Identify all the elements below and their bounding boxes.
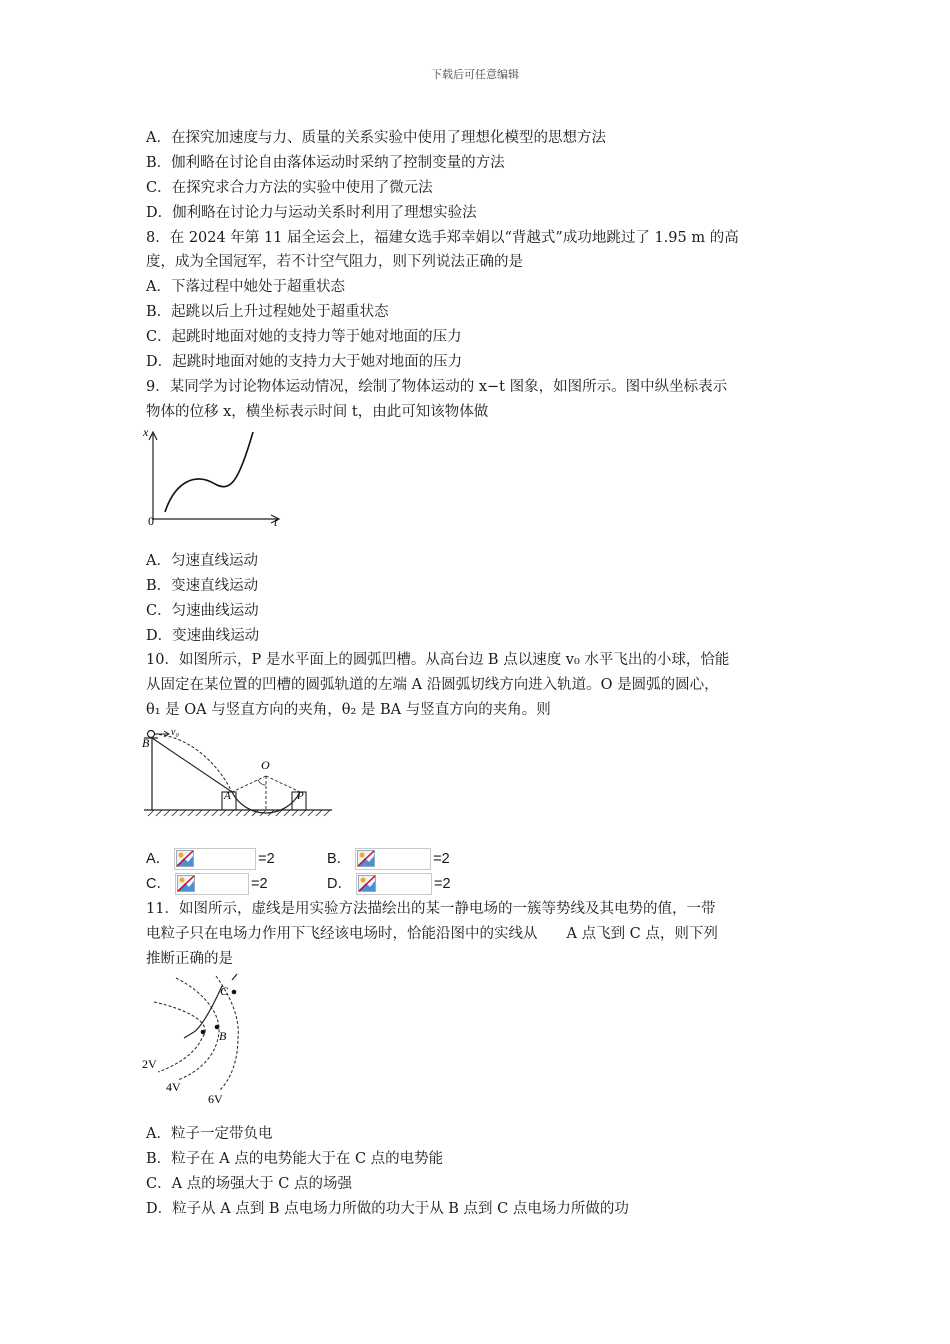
q7-option-a: A．在探究加速度与力、质量的关系实验中使用了理想化模型的思想方法 xyxy=(146,130,606,146)
q10-stem-line1: 10．如图所示，P 是水平面上的圆弧凹槽。从高台边 B 点以速度 v₀ 水平飞出的小球，恰能 xyxy=(146,652,730,668)
q10-label-a: A xyxy=(224,790,231,802)
header-note: 下载后可任意编辑 xyxy=(431,68,519,81)
q9-y-label: x xyxy=(143,425,149,439)
q10-option-a xyxy=(146,848,275,870)
q11-label-b: B xyxy=(219,1029,227,1043)
q10-projectile-figure xyxy=(140,724,340,824)
q10-option-c xyxy=(146,873,268,895)
q11-stem-line3: 推断正确的是 xyxy=(146,951,233,967)
q8-option-a: A．下落过程中她处于超重状态 xyxy=(146,279,345,295)
q9-curve xyxy=(165,432,253,512)
q10-option-c-suffix: =2 xyxy=(250,875,268,892)
broken-image-icon xyxy=(355,848,431,870)
q9-x-label: t xyxy=(274,515,278,529)
q11-point-a xyxy=(201,1030,206,1035)
q10-option-d-label: D． xyxy=(327,875,352,892)
q11-point-c xyxy=(232,990,237,995)
q10-option-d xyxy=(327,873,451,895)
q10-option-c-label: C． xyxy=(146,875,171,892)
q8-option-b: B．起跳以后上升过程她处于超重状态 xyxy=(146,304,389,320)
q10-radius-op xyxy=(266,776,300,792)
q10-trajectory xyxy=(154,734,232,792)
q10-label-b: B xyxy=(142,736,150,750)
q11-stem-line1: 11．如图所示，虚线是用实验方法描绘出的某一静电场的一簇等势线及其电势的值，一带 xyxy=(146,901,716,917)
q8-option-d: D．起跳时地面对她的支持力大于她对地面的压力 xyxy=(146,354,463,370)
q10-v0-label: v₀ xyxy=(171,727,179,738)
q10-angle-theta1 xyxy=(258,780,266,785)
q10-option-b xyxy=(327,848,450,870)
q10-option-a-label: A． xyxy=(146,850,171,867)
q11-option-b: B．粒子在 A 点的电势能大于在 C 点的电势能 xyxy=(146,1151,444,1167)
q10-option-a-suffix: =2 xyxy=(258,850,275,867)
q9-option-d: D．变速曲线运动 xyxy=(146,628,260,644)
q11-stem-line2: 电粒子只在电场力作用下飞经该电场时，恰能沿图中的实线从 A 点飞到 C 点，则下列 xyxy=(146,926,718,942)
q11-label-c: C xyxy=(220,984,229,998)
q11-equipotential-2v xyxy=(154,1002,205,1072)
q9-stem-line1: 9．某同学为讨论物体运动情况，绘制了物体运动的 x−t 图象，如图所示。图中纵坐标表示 xyxy=(146,379,728,395)
q9-stem-line2: 物体的位移 x，横坐标表示时间 t，由此可知该物体做 xyxy=(146,404,489,420)
q9-option-b: B．变速直线运动 xyxy=(146,578,259,594)
q10-label-p: P xyxy=(297,790,304,802)
q10-stem-line3: θ₁ 是 OA 与竖直方向的夹角，θ₂ 是 BA 与竖直方向的夹角。则 xyxy=(146,702,551,718)
q9-option-a: A．匀速直线运动 xyxy=(146,553,258,569)
broken-image-icon xyxy=(356,873,432,895)
q7-option-c: C．在探究求合力方法的实验中使用了微元法 xyxy=(146,180,433,196)
q10-ground-hatch xyxy=(148,810,330,816)
q9-origin-label: 0 xyxy=(148,514,154,528)
q10-stem-line2: 从固定在某位置的凹槽的圆弧轨道的左端 A 沿圆弧切线方向进入轨道。O 是圆弧的圆心， xyxy=(146,677,719,693)
q10-option-d-suffix: =2 xyxy=(433,875,451,892)
q11-option-a: A．粒子一定带负电 xyxy=(146,1126,273,1142)
q8-stem-line1: 8．在 2024 年第 11 届全运会上，福建女选手郑幸娟以“背越式”成功地跳过了 1.95 m 的高 xyxy=(146,230,739,246)
q11-label-2v: 2V xyxy=(142,1057,157,1071)
q10-option-b-suffix: =2 xyxy=(433,850,450,867)
q8-option-c: C．起跳时地面对她的支持力等于她对地面的压力 xyxy=(146,329,462,345)
broken-image-icon xyxy=(175,873,249,895)
q11-label-6v: 6V xyxy=(208,1092,223,1106)
q11-option-c: C．A 点的场强大于 C 点的场强 xyxy=(146,1176,352,1192)
q7-option-d: D．伽利略在讨论力与运动关系时利用了理想实验法 xyxy=(146,205,477,221)
q11-option-d: D．粒子从 A 点到 B 点电场力所做的功大于从 B 点到 C 点电场力所做的功 xyxy=(146,1201,629,1217)
q11-label-4v: 4V xyxy=(166,1080,181,1094)
q7-option-b: B．伽利略在讨论自由落体运动时采纳了控制变量的方法 xyxy=(146,155,505,171)
q10-option-b-label: B． xyxy=(327,850,352,867)
q10-label-o: O xyxy=(261,758,270,772)
broken-image-icon xyxy=(174,848,256,870)
q11-equipotential-figure xyxy=(140,972,270,1108)
q8-stem-line2: 度，成为全国冠军，若不计空气阻力，则下列说法正确的是 xyxy=(146,254,523,270)
q9-option-c: C．匀速曲线运动 xyxy=(146,603,259,619)
q9-xt-graph xyxy=(140,422,290,532)
